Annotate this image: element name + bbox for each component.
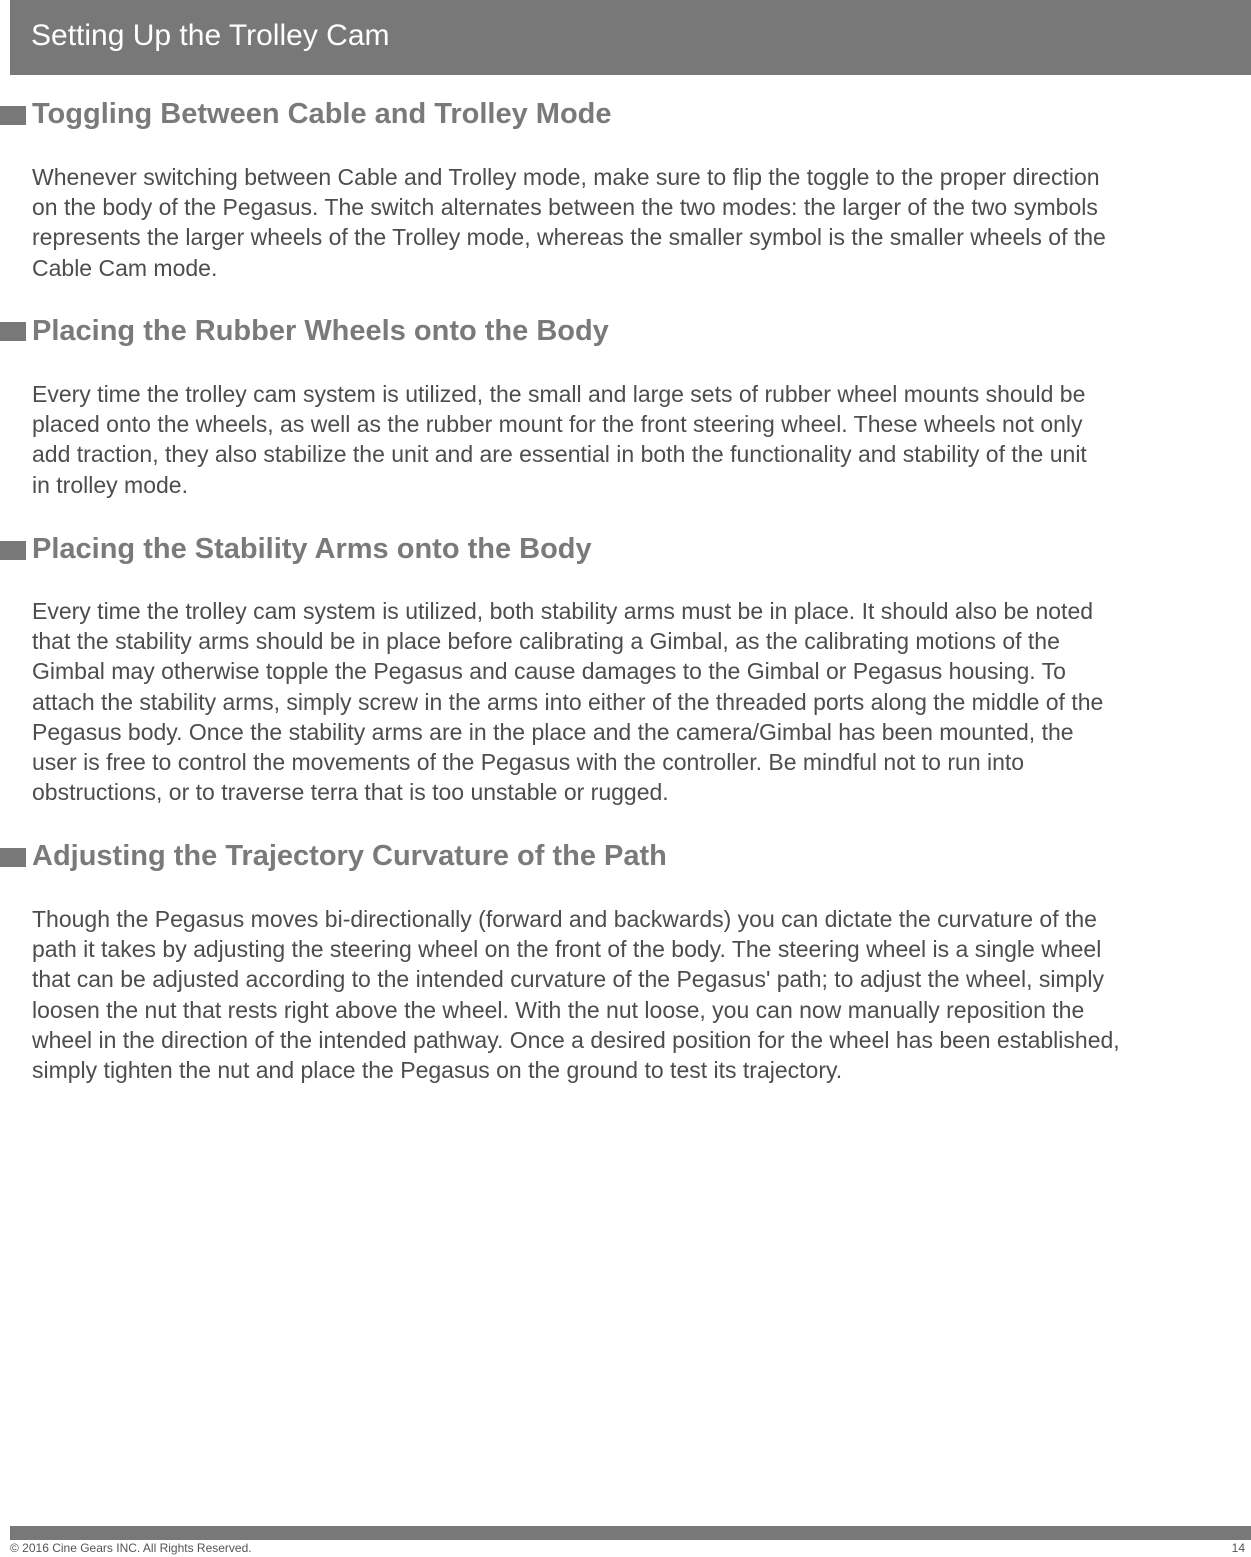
section-body-stability-arms: Every time the trolley cam system is utilized, both stability arms must be in place. It should also be noted that the stability arms should be in place before calibrating a Gimbal, as the calibrating motions of the Gimbal may otherwise topple the Pegasus and cause damages to the Gimbal or Pegasus housing. To attach the stability arms, simply screw in the arms into either of the threaded ports along the middle of the Pegasus body. Once the stability arms are in the place and the camera/Gimbal has been mounted, the user is free to control the movements of the Pegasus with the controller. Be mindful not to run into obstructions, or to traverse terra that is too unstable or rugged. bbox=[32, 598, 1104, 806]
section-heading-stability-arms: Placing the Stability Arms onto the Body bbox=[32, 533, 592, 565]
section-heading-toggling-modes: Toggling Between Cable and Trolley Mode bbox=[32, 98, 612, 130]
section-marker bbox=[0, 541, 26, 560]
page-number: 14 bbox=[1231, 1541, 1245, 1555]
footer-copyright: © 2016 Cine Gears INC. All Rights Reserved. bbox=[10, 1541, 252, 1555]
section-heading-trajectory-curvature: Adjusting the Trajectory Curvature of the Path bbox=[32, 840, 667, 872]
section-marker bbox=[0, 848, 26, 867]
page-title: Setting Up the Trolley Cam bbox=[31, 19, 390, 52]
section-marker bbox=[0, 322, 26, 341]
header-bar bbox=[10, 0, 1251, 75]
section-heading-rubber-wheels: Placing the Rubber Wheels onto the Body bbox=[32, 315, 609, 347]
footer-bar bbox=[10, 1526, 1251, 1540]
section-body-toggling-modes: Whenever switching between Cable and Trolley mode, make sure to flip the toggle to the proper direction on the body of the Pegasus. The switch alternates between the two modes: the larger of the two symbols represents the larger wheels of the Trolley mode, whereas the smaller symbol is the smaller wheels of the Cable Cam mode. bbox=[32, 164, 1106, 281]
section-body-trajectory-curvature: Though the Pegasus moves bi-directionally (forward and backwards) you can dictate the curvature of the path it takes by adjusting the steering wheel on the front of the body. The steering wheel is a single wheel that can be adjusted according to the intended curvature of the Pegasus' path; to adjust the wheel, simply loosen the nut that rests right above the wheel. With the nut loose, you can now manually reposition the wheel in the direction of the intended pathway. Once a desired position for the wheel has been established, simply tighten the nut and place the Pegasus on the ground to test its trajectory. bbox=[32, 906, 1120, 1084]
section-body-rubber-wheels: Every time the trolley cam system is utilized, the small and large sets of rubber wheel mounts should be placed onto the wheels, as well as the rubber mount for the front steering wheel. These wheels not only add traction, they also stabilize the unit and are essential in both the functionality and stability of the unit in trolley mode. bbox=[32, 381, 1087, 498]
section-marker bbox=[0, 106, 26, 125]
